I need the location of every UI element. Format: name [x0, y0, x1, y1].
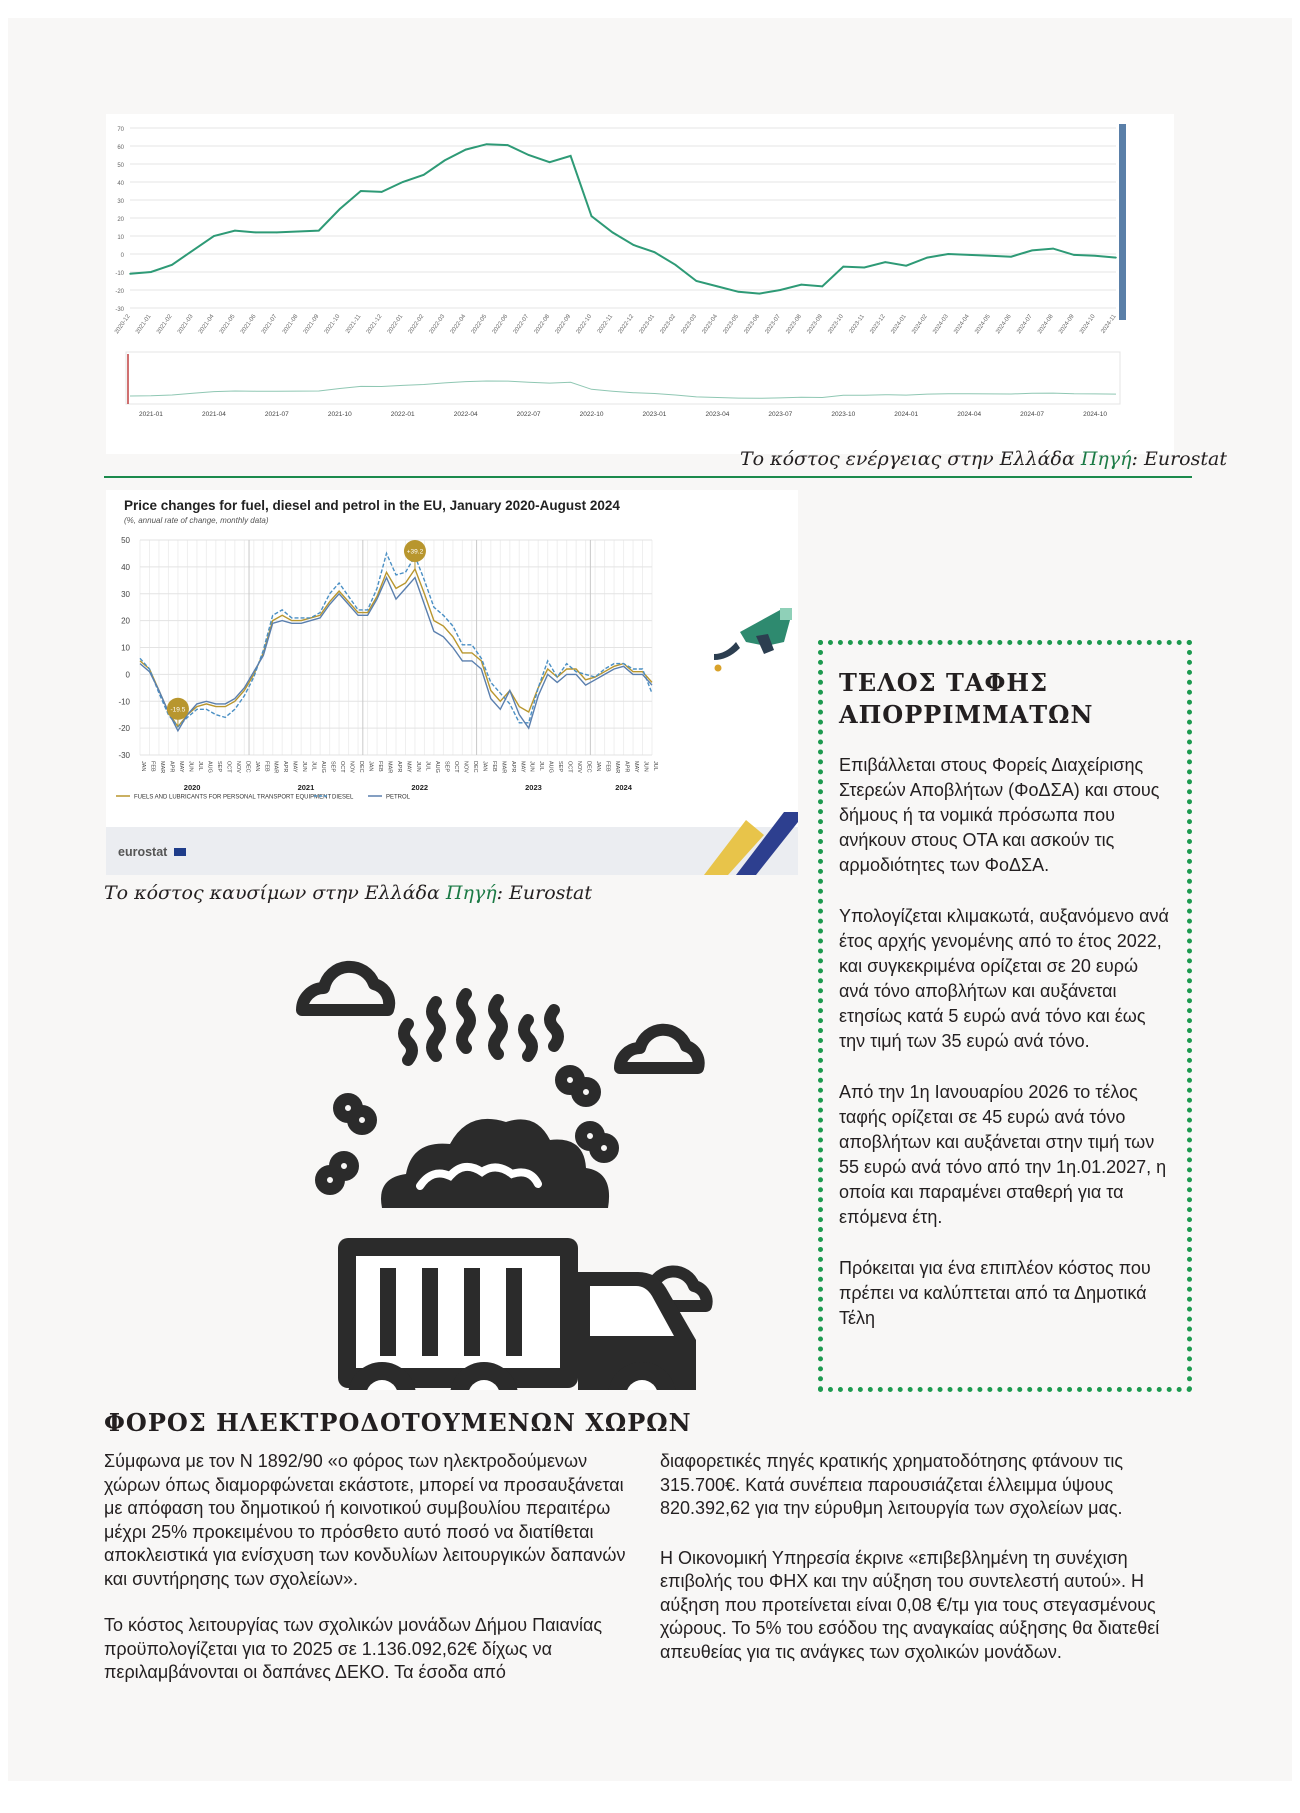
navigator-tick-label: 2022-10 [579, 411, 604, 418]
x-tick-label: 2020-12 [114, 313, 132, 336]
x-tick-label: OCT [225, 761, 232, 773]
data-point [1115, 257, 1117, 259]
data-point [738, 291, 740, 293]
navigator-tick-label: 2023-10 [831, 411, 856, 418]
x-tick-label: NOV [576, 761, 583, 773]
data-point [549, 161, 551, 163]
x-tick-label: JUN [301, 761, 308, 772]
y-tick-label: -30 [118, 751, 130, 760]
cloud-icon [302, 967, 389, 1010]
landfill-fee-box [818, 640, 1192, 1392]
x-tick-label: MAR [272, 761, 279, 774]
fuel-chart [106, 490, 798, 875]
tax-section-title: ΦΟΡΟΣ ΗΛΕΚΤΡΟΔΟΤΟΥΜΕΝΩΝ ΧΩΡΩΝ [104, 1408, 692, 1437]
x-tick-label: 2022-04 [449, 313, 468, 336]
x-tick-label: AUG [320, 761, 327, 773]
navigator-tick-label: 2024-04 [957, 411, 982, 418]
x-tick-label: MAR [158, 761, 165, 774]
tax-right-column [660, 1450, 1190, 1687]
x-tick-label: 2024-06 [995, 313, 1013, 336]
navigator-tick-label: 2021-04 [201, 411, 226, 418]
year-label: 2023 [525, 783, 542, 792]
data-point [381, 191, 383, 193]
x-tick-label: SEP [329, 761, 336, 773]
data-point [1031, 250, 1033, 252]
x-tick-label: JUN [528, 761, 535, 772]
landfill-paragraph: Επιβάλλεται στους Φορείς Διαχείρισης Στερεών Αποβλήτων (ΦοΔΣΑ) και στους δήμους ή τα νομικά πρόσωπα που ανήκουν στους ΟΤΑ και ασκούν τις αρμοδιότητες των ΦοΔΣΑ. [839, 755, 1160, 875]
x-tick-label: 2021-10 [323, 313, 342, 336]
x-tick-label: 2024-11 [1100, 313, 1118, 335]
x-tick-label: 2022-02 [407, 313, 426, 336]
y-tick-label: 10 [117, 235, 124, 241]
y-tick-label: 50 [117, 163, 124, 169]
data-point [947, 253, 949, 255]
fuel-caption: Το κόστος καυσίμων στην Ελλάδα Πηγή: Eurostat [104, 882, 593, 904]
data-point [780, 289, 782, 291]
data-point [675, 264, 677, 266]
data-point [192, 250, 194, 252]
navigator-tick-label: 2021-01 [139, 411, 163, 418]
cloud-icon [620, 1030, 699, 1068]
data-point [150, 271, 152, 273]
chart-title: Price changes for fuel, diesel and petrol in the EU, January 2020-August 2024 [124, 498, 620, 513]
data-point [1010, 256, 1012, 258]
x-tick-label: MAY [177, 761, 184, 773]
x-tick-label: 2021-01 [135, 313, 153, 336]
data-point [570, 155, 572, 157]
data-point [318, 230, 320, 232]
x-tick-label: JUL [196, 761, 203, 771]
data-point [717, 286, 719, 288]
x-tick-label: JUN [414, 761, 421, 772]
data-point [968, 254, 970, 256]
tax-left-column [104, 1450, 634, 1708]
data-point [759, 293, 761, 295]
navigator-tick-label: 2021-10 [327, 411, 352, 418]
x-tick-label: 2023-01 [638, 313, 657, 336]
data-point [213, 235, 215, 237]
energy-caption: Το κόστος ενέργειας στην Ελλάδα Πηγή: Eurostat [740, 448, 1227, 470]
navigator [126, 352, 1120, 404]
data-point [696, 280, 698, 282]
data-point [444, 160, 446, 162]
x-tick-label: 2022-09 [554, 313, 573, 336]
x-tick-label: JAN [367, 761, 374, 772]
x-tick-label: 2023-12 [869, 313, 887, 336]
x-tick-label: SEP [557, 761, 564, 773]
fuel-drop [715, 665, 722, 672]
x-tick-label: APR [623, 761, 630, 773]
navigator-tick-label: 2021-07 [264, 411, 289, 418]
x-tick-label: FEB [263, 761, 270, 772]
x-tick-label: NOV [234, 761, 241, 773]
data-point [821, 286, 823, 288]
navigator-tick-label: 2023-01 [642, 411, 667, 418]
landfill-paragraph: Πρόκειται για ένα επιπλέον κόστος που πρέπει να καλύπτεται από τα Δημοτικά Τέλη [839, 1258, 1151, 1328]
x-tick-label: 2022-05 [470, 313, 489, 336]
navigator-tick-label: 2024-10 [1083, 411, 1107, 418]
x-tick-label: 2023-07 [764, 313, 782, 336]
data-point [591, 215, 593, 217]
y-tick-label: -10 [115, 271, 124, 277]
legend-label: DIESEL [332, 794, 354, 801]
navigator-tick-label: 2022-01 [390, 411, 415, 418]
x-tick-label: JUN [187, 761, 194, 772]
x-tick-label: 2023-03 [680, 313, 699, 336]
x-tick-label: AUG [547, 761, 554, 773]
x-tick-label: SEP [443, 761, 450, 773]
x-tick-label: 2022-10 [575, 313, 594, 336]
x-tick-label: 2022-06 [491, 313, 510, 336]
x-tick-label: MAR [386, 761, 393, 774]
data-point [863, 267, 865, 269]
data-point [1073, 254, 1075, 256]
x-tick-label: APR [396, 761, 402, 773]
scrollbar-handle [1119, 124, 1126, 320]
data-point [234, 230, 236, 232]
x-tick-label: 2023-09 [806, 313, 824, 336]
x-tick-label: JAN [140, 761, 146, 772]
x-tick-label: 2023-06 [743, 313, 761, 336]
data-point [1094, 255, 1096, 257]
navigator-tick-label: 2022-04 [453, 411, 478, 418]
x-tick-label: OCT [566, 761, 573, 773]
eurostat-logo: eurostat [118, 845, 168, 859]
x-tick-label: AUG [433, 761, 440, 773]
data-point [486, 143, 488, 145]
x-tick-label: MAY [291, 761, 298, 773]
x-tick-label: APR [282, 761, 289, 773]
y-tick-label: 40 [121, 562, 130, 572]
annotation-label: -19.5 [170, 706, 186, 714]
x-tick-label: 2022-03 [428, 313, 447, 336]
x-tick-label: JAN [481, 761, 488, 772]
year-label: 2021 [297, 783, 315, 792]
x-tick-label: 2022-11 [596, 313, 615, 335]
x-tick-label: 2024-09 [1058, 313, 1076, 336]
x-tick-label: 2022-01 [386, 313, 405, 336]
x-tick-label: 2023-02 [659, 313, 678, 336]
x-tick-label: 2024-03 [932, 313, 950, 336]
x-tick-label: 2023-11 [848, 313, 866, 335]
x-tick-label: 2024-04 [953, 313, 971, 336]
x-tick-label: JAN [253, 761, 260, 772]
tax-paragraph: Σύμφωνα με τον Ν 1892/90 «ο φόρος των ηλεκτροδούμενων χώρων όπως διαμορφώνεται εκάστοτε, μπορεί να προσαυξάνεται με απόφαση του δημοτικού ή κοινοτικού συμβουλίου περαιτέρω μέχρι 25% προκειμένου το πρόσθετο αυτό ποσό να διατίθεται αποκλειστικά για ενίσχυση των κονδυλίων λειτουργικών δαπανών και συντήρησης των σχολείων». [104, 1451, 626, 1589]
x-tick-label: MAY [405, 761, 412, 773]
x-tick-label: 2024-10 [1079, 313, 1097, 336]
y-tick-label: 50 [121, 536, 130, 545]
x-tick-label: 2023-05 [722, 313, 741, 336]
x-tick-label: 2022-12 [617, 313, 636, 336]
x-tick-label: FEB [377, 761, 384, 772]
data-point [905, 265, 907, 267]
data-point [255, 232, 257, 234]
x-tick-label: 2021-07 [260, 313, 279, 336]
eu-flag-icon [174, 848, 186, 856]
data-point [276, 232, 278, 234]
tax-paragraph: Η Οικονομική Υπηρεσία έκρινε «επιβεβλημένη τη συνέχιση επιβολής του ΦΗΧ και την αύξηση του συντελεστή αυτού». Η αύξηση που προτείνεται είναι 0,08 €/τμ για τους στεγασμένους χώρους. Το 5% του εσόδου της αναγκαίας αύξησης θα διατεθεί απευθείας για τις ανάγκες των σχολικών μονάδων. [660, 1547, 1160, 1662]
data-point [1052, 248, 1054, 250]
y-tick-label: 30 [121, 589, 130, 599]
navigator-tick-label: 2024-07 [1020, 411, 1045, 418]
x-tick-label: JUN [642, 761, 649, 772]
landfill-paragraph: Υπολογίζεται κλιμακωτά, αυξανόμενο ανά έτος αρχής γενομένης από το έτος 2022, και συγκεκριμένα ορίζεται σε 20 ευρώ ανά τόνο αποβλήτων και αυξάνεται ετησίως κατά 5 ευρώ ανά τόνο και έως την τιμή των 35 ευρώ ανά τόνο. [839, 906, 1169, 1051]
legend-label: FUELS AND LUBRICANTS FOR PERSONAL TRANSPORT EQUIPMENT [134, 794, 332, 801]
data-point [360, 190, 362, 192]
data-point [884, 261, 886, 263]
x-tick-label: 2021-02 [156, 313, 174, 336]
data-point [654, 251, 656, 253]
truck-pollution-icon [290, 950, 730, 1390]
x-tick-label: SEP [215, 761, 222, 773]
landfill-box-title: ΤΕΛΟΣ ΤΑΦΗΣ ΑΠΟΡΡΙΜΜΑΤΩΝ [839, 668, 1094, 729]
y-tick-label: -30 [115, 307, 124, 313]
x-tick-label: JUL [310, 761, 317, 771]
y-tick-label: -20 [118, 724, 130, 734]
x-tick-label: 2023-08 [785, 313, 803, 336]
x-tick-label: 2021-12 [365, 313, 384, 336]
y-tick-label: 10 [121, 643, 130, 653]
y-tick-label: 70 [117, 127, 124, 133]
x-tick-label: 2024-07 [1016, 313, 1034, 336]
data-point [171, 264, 173, 266]
x-tick-label: JUL [424, 761, 431, 771]
x-tick-label: 2021-05 [218, 313, 237, 336]
x-tick-label: AUG [206, 761, 213, 773]
x-tick-label: MAR [500, 761, 507, 774]
y-tick-label: 0 [125, 670, 130, 680]
x-tick-label: JAN [595, 761, 602, 772]
data-point [339, 208, 341, 210]
section-divider [104, 476, 1192, 478]
x-tick-label: 2024-01 [890, 313, 908, 336]
y-tick-label: 0 [120, 253, 124, 259]
y-tick-label: 20 [117, 217, 124, 223]
tax-paragraph: Το κόστος λειτουργίας των σχολικών μονάδων Δήμου Παιανίας προϋπολογίζεται για το 2025 σε 1.136.092,62€ δίχως να περιλαμβάνονται οι δαπάνες ΔΕΚΟ. Τα έσοδα από [104, 1615, 603, 1682]
data-point [612, 232, 614, 234]
x-tick-label: APR [168, 761, 175, 773]
x-tick-label: 2023-04 [701, 313, 720, 336]
series-line [130, 144, 1116, 293]
energy-chart-panel [106, 114, 1174, 454]
fuel-chart-panel [106, 490, 798, 875]
landfill-paragraph: Από την 1η Ιανουαρίου 2026 το τέλος ταφής ορίζεται σε 45 ευρώ ανά τόνο αποβλήτων και αυξάνεται στην τιμή των 55 ευρώ ανά τόνο από την 1η.01.2027, η οποία και παραμένει σταθερή για τα επόμενα έτη. [839, 1082, 1167, 1227]
x-tick-label: OCT [452, 761, 459, 773]
x-tick-label: NOV [462, 761, 469, 773]
data-point [297, 231, 299, 233]
data-point [989, 255, 991, 257]
data-point [129, 273, 131, 275]
data-point [633, 244, 635, 246]
x-tick-label: JUL [538, 761, 545, 771]
x-tick-label: MAY [633, 761, 640, 773]
data-point [507, 144, 509, 146]
year-label: 2024 [615, 783, 632, 792]
x-tick-label: DEC [244, 761, 251, 773]
x-tick-label: 2021-11 [345, 313, 363, 335]
x-tick-label: MAY [519, 761, 526, 773]
energy-chart [106, 114, 1174, 454]
x-tick-label: DEC [358, 761, 365, 773]
x-tick-label: 2021-03 [177, 313, 195, 336]
navigator-tick-label: 2023-07 [768, 411, 793, 418]
nozzle-tip [780, 608, 792, 620]
data-point [528, 154, 530, 156]
data-point [402, 181, 404, 183]
x-tick-label: NOV [348, 761, 355, 773]
chart-subtitle: (%, annual rate of change, monthly data) [124, 516, 269, 525]
y-tick-label: 20 [121, 616, 130, 626]
y-tick-label: -10 [118, 697, 130, 707]
x-tick-label: 2022-08 [533, 313, 552, 336]
x-tick-label: 2022-07 [512, 313, 531, 336]
data-point [465, 149, 467, 151]
data-point [926, 257, 928, 259]
x-tick-label: OCT [339, 761, 346, 773]
y-tick-label: 30 [117, 199, 124, 205]
data-point [801, 284, 803, 286]
navigator-tick-label: 2024-01 [894, 411, 919, 418]
data-point [842, 266, 844, 268]
y-tick-label: 60 [117, 145, 124, 151]
x-tick-label: 2021-08 [281, 313, 300, 336]
annotation-label: +39.2 [406, 548, 424, 556]
x-tick-label: 2021-09 [302, 313, 321, 336]
x-tick-label: MAR [614, 761, 621, 774]
navigator-tick-label: 2022-07 [516, 411, 541, 418]
x-tick-label: 2024-02 [911, 313, 929, 336]
chart-background [106, 490, 798, 875]
x-tick-label: 2023-10 [827, 313, 845, 336]
x-tick-label: DEC [471, 761, 478, 773]
y-tick-label: 40 [117, 181, 124, 187]
x-tick-label: 2021-04 [198, 313, 216, 336]
x-tick-label: JUL [652, 761, 658, 771]
year-label: 2020 [183, 783, 201, 792]
x-tick-label: 2024-08 [1037, 313, 1055, 336]
x-tick-label: FEB [490, 761, 497, 772]
x-tick-label: FEB [149, 761, 156, 772]
y-tick-label: -20 [115, 289, 124, 295]
chart-footer [106, 827, 798, 875]
x-tick-label: FEB [604, 761, 611, 772]
x-tick-label: 2024-05 [974, 313, 992, 336]
legend-label: PETROL [386, 794, 411, 801]
x-tick-label: APR [509, 761, 516, 773]
year-label: 2022 [411, 783, 429, 792]
tax-paragraph: διαφορετικές πηγές κρατικής χρηματοδότησης φτάνουν τις 315.700€. Κατά συνέπεια παρουσιάζεται έλλειμμα ύψους 820.392,62 για την εύρυθμη λειτουργία των σχολείων μας. [660, 1451, 1124, 1518]
navigator-tick-label: 2023-04 [705, 411, 730, 418]
data-point [423, 174, 425, 176]
x-tick-label: 2021-06 [239, 313, 258, 336]
x-tick-label: DEC [585, 761, 592, 773]
